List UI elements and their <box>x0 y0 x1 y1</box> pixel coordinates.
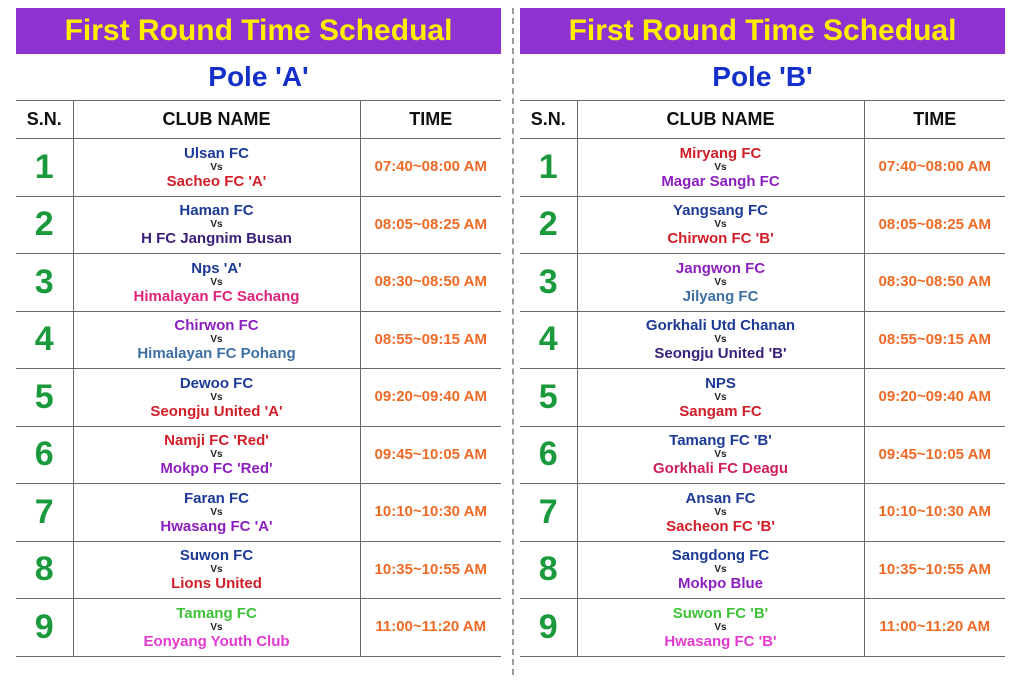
serial-number-cell <box>520 311 577 369</box>
table-row <box>520 484 1005 542</box>
match-time: 08:05~08:25 AM <box>878 215 991 233</box>
home-team: Suwon FC 'B' <box>672 604 769 622</box>
home-team: NPS <box>705 374 736 392</box>
time-header: TIME <box>864 101 1005 139</box>
schedule-banner: First Round Time Schedual <box>16 8 501 54</box>
table-row <box>16 369 501 427</box>
match-time: 08:55~09:15 AM <box>878 330 991 348</box>
match-time: 10:35~10:55 AM <box>878 560 991 578</box>
time-cell <box>360 541 501 599</box>
club-name-cell <box>577 426 864 484</box>
table-row <box>16 254 501 312</box>
serial-number-cell <box>520 484 577 542</box>
vs-label: Vs <box>210 219 223 231</box>
away-team: Magar Sangh FC <box>661 172 780 190</box>
sn-header: S.N. <box>520 101 577 139</box>
serial-number: 4 <box>538 320 558 359</box>
club-name-cell <box>73 139 360 197</box>
serial-number-cell <box>16 196 73 254</box>
time-cell <box>864 369 1005 427</box>
club-name-cell <box>577 484 864 542</box>
match-rows <box>16 139 501 657</box>
away-team: Seongju United 'A' <box>150 402 283 420</box>
club-name-cell <box>73 426 360 484</box>
serial-number-cell <box>520 196 577 254</box>
time-cell <box>864 254 1005 312</box>
table-header-row <box>16 101 501 139</box>
away-team: Eonyang Youth Club <box>143 632 290 650</box>
serial-number-cell <box>520 541 577 599</box>
time-cell <box>360 599 501 657</box>
match-pairing <box>74 260 360 305</box>
away-team: H FC Jangnim Busan <box>141 230 292 248</box>
away-team: Jilyang FC <box>682 287 759 305</box>
time-cell <box>864 541 1005 599</box>
match-pairing <box>74 432 360 477</box>
time-cell <box>360 369 501 427</box>
match-pairing <box>74 490 360 535</box>
vs-label: Vs <box>210 506 223 518</box>
home-team: Chirwon FC <box>174 317 259 335</box>
serial-number: 7 <box>538 492 558 531</box>
vs-label: Vs <box>210 391 223 403</box>
home-team: Dewoo FC <box>179 374 254 392</box>
match-time: 09:45~10:05 AM <box>878 445 991 463</box>
vs-label: Vs <box>714 161 727 173</box>
serial-number-cell <box>16 484 73 542</box>
table-row <box>520 311 1005 369</box>
club-name-cell <box>73 541 360 599</box>
match-time: 07:40~08:00 AM <box>878 158 991 176</box>
serial-number: 5 <box>34 377 54 416</box>
table-row <box>520 369 1005 427</box>
club-name-cell <box>73 196 360 254</box>
serial-number: 1 <box>34 147 54 186</box>
match-time: 08:30~08:50 AM <box>878 273 991 291</box>
serial-number-cell <box>16 369 73 427</box>
vs-label: Vs <box>210 161 223 173</box>
time-cell <box>360 484 501 542</box>
match-pairing <box>578 375 864 420</box>
table-row <box>520 541 1005 599</box>
schedule-banner: First Round Time Schedual <box>520 8 1005 54</box>
panel-divider <box>512 8 514 675</box>
home-team: Miryang FC <box>679 144 762 162</box>
serial-number-cell <box>16 139 73 197</box>
time-cell <box>864 599 1005 657</box>
serial-number: 6 <box>34 435 54 474</box>
home-team: Haman FC <box>179 202 254 220</box>
schedule-table <box>520 100 1005 657</box>
home-team: Ansan FC <box>685 489 756 507</box>
match-pairing <box>578 145 864 190</box>
club-name-cell <box>577 254 864 312</box>
club-name-cell <box>73 311 360 369</box>
time-header: TIME <box>360 101 501 139</box>
away-team: Himalayan FC Pohang <box>137 345 296 363</box>
club-name-cell <box>577 139 864 197</box>
time-cell <box>360 254 501 312</box>
sn-header: S.N. <box>16 101 73 139</box>
away-team: Sacheo FC 'A' <box>166 172 267 190</box>
serial-number: 4 <box>34 320 54 359</box>
vs-label: Vs <box>210 449 223 461</box>
table-row <box>16 311 501 369</box>
match-time: 09:20~09:40 AM <box>374 388 487 406</box>
serial-number-cell <box>520 599 577 657</box>
serial-number: 8 <box>538 550 558 589</box>
vs-label: Vs <box>714 334 727 346</box>
home-team: Gorkhali Utd Chanan <box>645 317 796 335</box>
match-pairing <box>578 432 864 477</box>
away-team: Hwasang FC 'A' <box>160 517 273 535</box>
serial-number-cell <box>16 599 73 657</box>
match-time: 08:55~09:15 AM <box>374 330 487 348</box>
vs-label: Vs <box>714 449 727 461</box>
club-name-cell <box>73 599 360 657</box>
home-team: Tamang FC <box>176 604 257 622</box>
table-row <box>520 254 1005 312</box>
time-cell <box>360 196 501 254</box>
table-header-row <box>520 101 1005 139</box>
match-time: 10:35~10:55 AM <box>374 560 487 578</box>
away-team: Sacheon FC 'B' <box>666 517 775 535</box>
serial-number-cell <box>16 541 73 599</box>
serial-number-cell <box>16 311 73 369</box>
away-team: Hwasang FC 'B' <box>664 632 777 650</box>
match-pairing <box>578 317 864 362</box>
match-time: 08:30~08:50 AM <box>374 273 487 291</box>
match-pairing <box>74 145 360 190</box>
time-cell <box>360 139 501 197</box>
vs-label: Vs <box>714 621 727 633</box>
match-time: 10:10~10:30 AM <box>878 503 991 521</box>
match-pairing <box>578 490 864 535</box>
match-pairing <box>74 605 360 650</box>
table-row <box>520 599 1005 657</box>
home-team: Sangdong FC <box>671 547 770 565</box>
table-row <box>16 484 501 542</box>
match-pairing <box>74 202 360 247</box>
serial-number-cell <box>520 426 577 484</box>
vs-label: Vs <box>210 276 223 288</box>
match-time: 11:00~11:20 AM <box>879 618 991 636</box>
club-name-cell <box>577 311 864 369</box>
serial-number: 8 <box>34 550 54 589</box>
serial-number: 3 <box>538 262 558 301</box>
match-time: 07:40~08:00 AM <box>374 158 487 176</box>
serial-number: 9 <box>538 607 558 646</box>
table-row <box>520 139 1005 197</box>
club-name-cell <box>73 254 360 312</box>
time-cell <box>864 196 1005 254</box>
vs-label: Vs <box>714 219 727 231</box>
table-row <box>520 426 1005 484</box>
table-row <box>520 196 1005 254</box>
pool-title: Pole 'B' <box>712 61 813 92</box>
match-pairing <box>578 260 864 305</box>
serial-number: 2 <box>538 205 558 244</box>
club-name-header: CLUB NAME <box>73 101 360 139</box>
home-team: Faran FC <box>183 489 249 507</box>
club-name-cell <box>577 196 864 254</box>
home-team: Suwon FC <box>179 547 254 565</box>
serial-number: 6 <box>538 435 558 474</box>
away-team: Mokpo Blue <box>678 575 763 593</box>
serial-number: 3 <box>34 262 54 301</box>
match-pairing <box>74 547 360 592</box>
match-pairing <box>578 547 864 592</box>
serial-number: 5 <box>538 377 558 416</box>
home-team: Jangwon FC <box>675 259 766 277</box>
away-team: Seongju United 'B' <box>654 345 787 363</box>
home-team: Ulsan FC <box>183 144 249 162</box>
serial-number: 1 <box>538 147 558 186</box>
match-time: 08:05~08:25 AM <box>374 215 487 233</box>
time-cell <box>864 311 1005 369</box>
vs-label: Vs <box>714 506 727 518</box>
match-time: 09:20~09:40 AM <box>878 388 991 406</box>
home-team: Namji FC 'Red' <box>164 432 269 450</box>
time-cell <box>864 139 1005 197</box>
serial-number-cell <box>520 369 577 427</box>
time-cell <box>864 484 1005 542</box>
club-name-cell <box>577 599 864 657</box>
serial-number-cell <box>520 254 577 312</box>
table-row <box>16 599 501 657</box>
table-row <box>16 139 501 197</box>
vs-label: Vs <box>210 334 223 346</box>
serial-number: 2 <box>34 205 54 244</box>
vs-label: Vs <box>714 564 727 576</box>
vs-label: Vs <box>210 564 223 576</box>
club-name-cell <box>73 369 360 427</box>
home-team: Nps 'A' <box>191 259 242 277</box>
match-pairing <box>74 317 360 362</box>
serial-number: 9 <box>34 607 54 646</box>
time-cell <box>360 311 501 369</box>
away-team: Sangam FC <box>679 402 762 420</box>
match-time: 11:00~11:20 AM <box>375 618 487 636</box>
home-team: Yangsang FC <box>672 202 769 220</box>
schedule-table <box>16 100 501 657</box>
pool-b-panel <box>520 8 1005 657</box>
pool-title: Pole 'A' <box>208 61 309 92</box>
table-row <box>16 541 501 599</box>
time-cell <box>864 426 1005 484</box>
vs-label: Vs <box>210 621 223 633</box>
time-cell <box>360 426 501 484</box>
table-row <box>16 426 501 484</box>
away-team: Lions United <box>171 575 262 593</box>
table-row <box>16 196 501 254</box>
match-pairing <box>578 202 864 247</box>
club-name-cell <box>73 484 360 542</box>
vs-label: Vs <box>714 391 727 403</box>
club-name-header: CLUB NAME <box>577 101 864 139</box>
match-rows <box>520 139 1005 657</box>
away-team: Gorkhali FC Deagu <box>652 460 789 478</box>
vs-label: Vs <box>714 276 727 288</box>
club-name-cell <box>577 541 864 599</box>
serial-number: 7 <box>34 492 54 531</box>
match-time: 10:10~10:30 AM <box>374 503 487 521</box>
club-name-cell <box>577 369 864 427</box>
away-team: Himalayan FC Sachang <box>133 287 300 305</box>
away-team: Mokpo FC 'Red' <box>160 460 273 478</box>
match-pairing <box>74 375 360 420</box>
pool-a-panel <box>16 8 501 657</box>
home-team: Tamang FC 'B' <box>669 432 772 450</box>
serial-number-cell <box>16 426 73 484</box>
serial-number-cell <box>520 139 577 197</box>
away-team: Chirwon FC 'B' <box>667 230 774 248</box>
match-time: 09:45~10:05 AM <box>374 445 487 463</box>
serial-number-cell <box>16 254 73 312</box>
match-pairing <box>578 605 864 650</box>
